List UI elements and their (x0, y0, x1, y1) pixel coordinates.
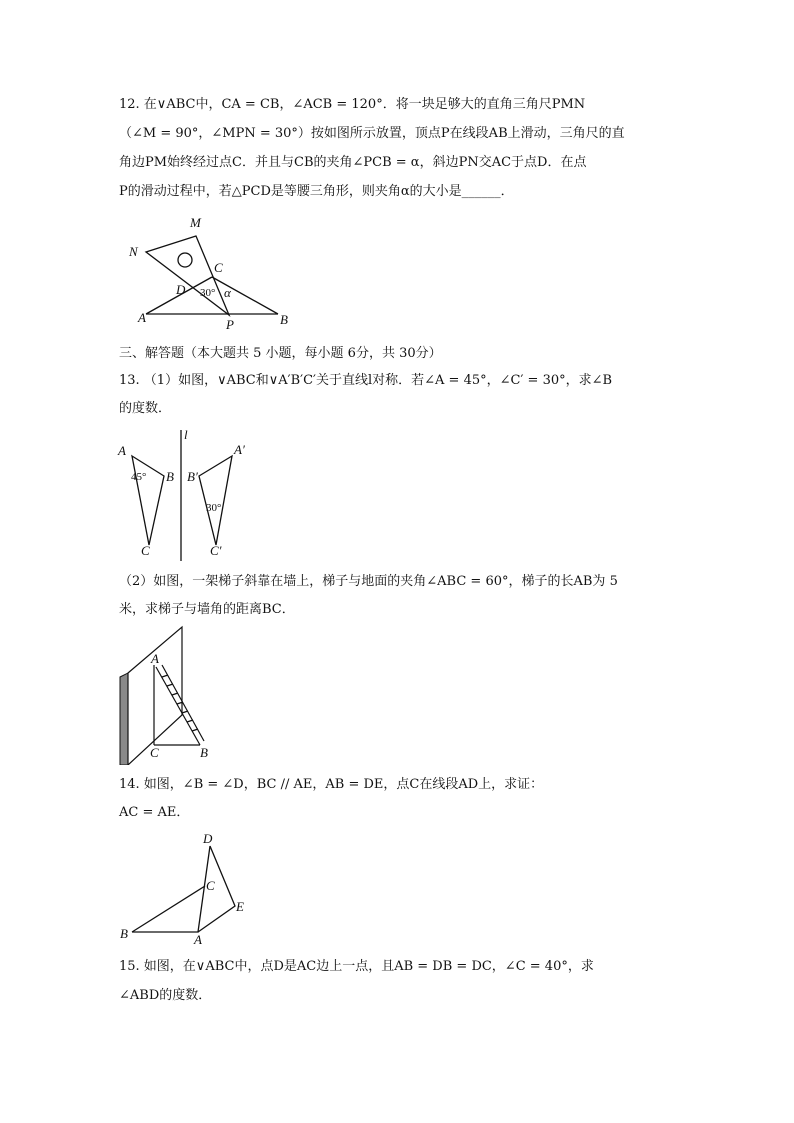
q12-line-4: P的滑动过程中，若△PCD是等腰三角形，则夹角α的大小是______． (119, 184, 514, 199)
label-d: D (176, 282, 186, 297)
label-e: E (236, 899, 244, 914)
label-c: C (206, 878, 215, 893)
triangle-abc (132, 456, 164, 545)
q14-line-1: 14. 如图，∠B = ∠D，BC // AE，AB = DE，点C在线段AD上，求证： (119, 777, 544, 792)
label-c-prime: C′ (210, 543, 222, 558)
q13-figure-1 (114, 428, 264, 563)
label-alpha: α (224, 285, 231, 300)
wall-front (120, 673, 128, 765)
q14-figure (114, 828, 264, 948)
q12-line-2: （∠M = 90°，∠MPN = 30°）按如图所示放置，顶点P在线段AB上滑动，三角尺的直 (119, 126, 625, 141)
q13-part2-line-1: （2）如图，一架梯子斜靠在墙上，梯子与地面的夹角∠ABC = 60°，梯子的长AB为 5 (119, 574, 618, 589)
label-a: A (118, 443, 126, 458)
label-a: A (138, 310, 146, 325)
label-angle45: 45° (131, 471, 147, 483)
q12-line-3: 角边PM始终经过点C．并且与CB的夹角∠PCB = α，斜边PN交AC于点D．在点 (119, 155, 587, 170)
segment-bc (132, 886, 205, 932)
q12-figure (118, 210, 318, 335)
label-b: B (280, 312, 288, 327)
label-b: B (166, 469, 174, 484)
label-angle30: 30° (206, 502, 222, 514)
label-c: C (150, 745, 159, 760)
label-m: M (190, 215, 201, 230)
label-n: N (129, 244, 138, 259)
label-a: A (194, 932, 202, 947)
label-d: D (203, 831, 213, 846)
triangle-a2b2c2 (199, 456, 232, 545)
set-square-pmn (146, 236, 229, 315)
q12-line-1: 12. 在∨ABC中，CA = CB，∠ACB = 120°．将一块足够大的直角三角尺PMN (119, 97, 586, 112)
q13-part2-line-2: 米，求梯子与墙角的距离BC． (119, 602, 295, 617)
label-a: A (151, 651, 159, 666)
label-angle30: 30° (200, 287, 216, 299)
label-b: B (120, 926, 128, 941)
label-l: l (184, 428, 188, 442)
label-b-prime: B′ (187, 469, 198, 484)
segment-cb (212, 277, 278, 314)
label-p: P (226, 317, 234, 332)
label-c: C (141, 543, 150, 558)
label-b: B (200, 745, 208, 760)
q13-part1-line-2: 的度数． (119, 401, 172, 416)
label-a-prime: A′ (234, 442, 245, 457)
label-c: C (214, 260, 223, 275)
q14-line-2: AC = AE． (119, 805, 190, 820)
segment-b-a-d (132, 846, 210, 932)
q13-part1-line-1: 13. （1）如图，∨ABC和∨A′B′C′关于直线l对称．若∠A = 45°，∠C′ = 30°，求∠B (119, 373, 613, 388)
set-square-hole (178, 253, 192, 267)
q13-figure-2-ladder (114, 625, 224, 765)
q15-line-1: 15. 如图，在∨ABC中，点D是AC边上一点，且AB = DB = DC，∠C = 40°，求 (119, 959, 594, 974)
q15-line-2: ∠ABD的度数． (119, 988, 212, 1003)
section-3-heading: 三、解答题（本大题共 5 小题，每小题 6分，共 30分） (119, 346, 442, 361)
